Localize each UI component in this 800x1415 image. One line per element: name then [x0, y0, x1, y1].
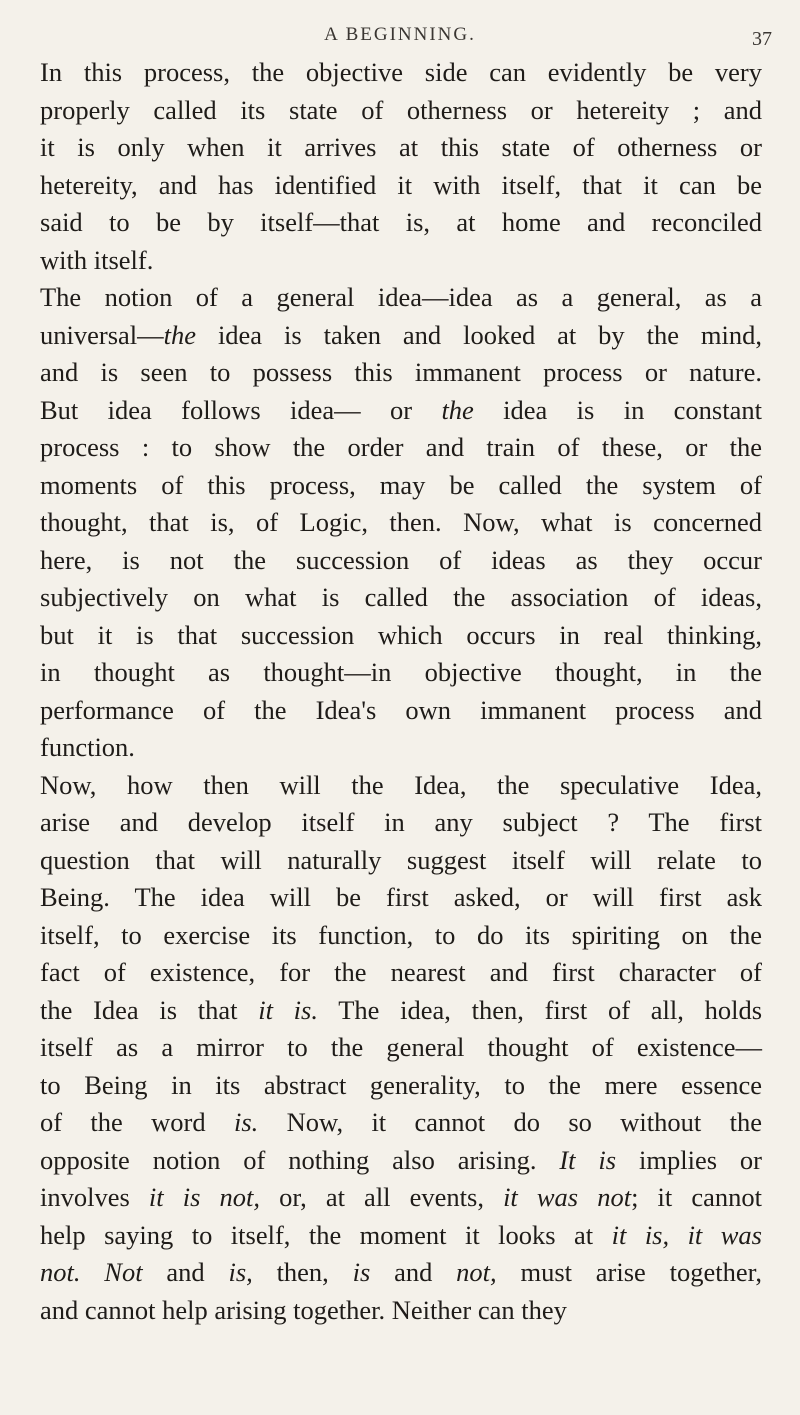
text-line: [40, 167, 762, 205]
text-segment: But idea follows idea— or: [40, 394, 442, 425]
text-segment: itself as a mirror to the general thought of existence—: [40, 1032, 762, 1062]
text-segment: it is only when it arrives at this state of otherness or: [40, 132, 762, 162]
body-text: [40, 54, 762, 1329]
text-line: [40, 242, 762, 280]
text-segment: idea is taken and looked at by the mind,: [196, 319, 762, 350]
text-segment: said to be by itself—that is, at home and reconciled: [40, 207, 762, 237]
text-segment: The idea, then, first of all, holds: [318, 994, 763, 1025]
text-segment: moments of this process, may be called the system of: [40, 469, 762, 500]
text-line: [40, 1292, 762, 1330]
text-segment: implies or: [616, 1144, 763, 1175]
text-segment: but it is that succession which occurs in real thinking,: [40, 619, 762, 650]
text-segment: in thought as thought—in objective thought, in the: [40, 657, 762, 687]
text-segment: performance of the Idea's own immanent process and: [40, 694, 762, 725]
italic-text: it is, it was: [611, 1219, 762, 1250]
text-line: [40, 954, 762, 992]
italic-text: it is.: [258, 994, 318, 1025]
italic-text: not.: [40, 1257, 81, 1287]
italic-text: is.: [233, 1107, 259, 1137]
text-line: [40, 1067, 762, 1105]
text-segment: fact of existence, for the nearest and first character of: [40, 957, 762, 987]
text-segment: The notion of a general idea—idea as a general, as a: [40, 282, 762, 312]
text-line: [40, 879, 762, 917]
text-segment: thought, that is, of Logic, then. Now, what is concerned: [40, 507, 762, 537]
text-line: [40, 54, 762, 92]
italic-text: It is: [559, 1144, 617, 1175]
text-segment: [81, 1257, 105, 1287]
text-segment: properly called its state of otherness or hetereity ; and: [40, 94, 762, 125]
text-segment: idea is in constant: [473, 394, 762, 425]
text-segment: and cannot help arising together. Neither can they: [40, 1294, 567, 1325]
text-segment: Being. The idea will be first asked, or will first ask: [40, 882, 762, 912]
italic-text: it is not,: [148, 1182, 260, 1212]
text-segment: function.: [40, 732, 135, 762]
text-line: [40, 767, 762, 805]
italic-text: is,: [228, 1257, 253, 1287]
text-line: [40, 504, 762, 542]
text-segment: to Being in its abstract generality, to the mere essence: [40, 1069, 762, 1100]
text-segment: Now, how then will the Idea, the speculative Idea,: [40, 769, 762, 800]
italic-text: it was not: [503, 1182, 632, 1212]
running-head-title: A BEGINNING.: [324, 24, 476, 45]
text-line: [40, 92, 762, 130]
text-line: [40, 992, 762, 1030]
page-number: 37: [752, 28, 772, 50]
text-segment: subjectively on what is called the association of ideas,: [40, 582, 762, 612]
text-line: [40, 1142, 762, 1180]
text-segment: here, is not the succession of ideas as they occur: [40, 544, 762, 575]
text-line: [40, 579, 762, 617]
text-segment: In this process, the objective side can evidently be very: [40, 57, 762, 87]
text-segment: hetereity, and has identified it with itself, that it can be: [40, 169, 762, 200]
text-line: [40, 204, 762, 242]
text-line: [40, 1179, 762, 1217]
text-line: [40, 654, 762, 692]
text-segment: or, at all events,: [260, 1182, 504, 1212]
text-line: [40, 692, 762, 730]
text-line: [40, 917, 762, 955]
text-line: [40, 429, 762, 467]
text-segment: with itself.: [40, 244, 154, 275]
text-segment: ; it cannot: [631, 1182, 763, 1212]
text-segment: question that will naturally suggest itself will relate to: [40, 844, 762, 875]
text-line: [40, 729, 762, 767]
text-line: [40, 354, 762, 392]
text-line: [40, 279, 762, 317]
text-segment: and: [142, 1257, 229, 1287]
text-line: [40, 804, 762, 842]
italic-text: Not: [104, 1257, 143, 1287]
text-segment: help saying to itself, the moment it looks at: [40, 1219, 612, 1250]
italic-text: the: [163, 319, 197, 350]
text-segment: Now, it cannot do so without the: [258, 1107, 762, 1137]
text-line: [40, 467, 762, 505]
running-head: [0, 20, 800, 50]
text-segment: itself, to exercise its function, to do its spiriting on the: [40, 919, 762, 950]
text-segment: of the word: [40, 1107, 234, 1137]
italic-text: is: [352, 1257, 371, 1287]
text-segment: and: [370, 1257, 457, 1287]
text-line: [40, 129, 762, 167]
text-segment: the Idea is that: [40, 994, 259, 1025]
text-segment: then,: [252, 1257, 353, 1287]
italic-text: not,: [456, 1257, 497, 1287]
text-segment: process : to show the order and train of these, or the: [40, 432, 762, 462]
text-segment: arise and develop itself in any subject ? The first: [40, 807, 762, 837]
text-line: [40, 842, 762, 880]
text-line: [40, 542, 762, 580]
text-line: [40, 1254, 762, 1292]
text-line: [40, 1217, 762, 1255]
text-line: [40, 1104, 762, 1142]
text-segment: involves: [40, 1182, 149, 1212]
text-segment: must arise together,: [496, 1257, 762, 1287]
text-line: [40, 1029, 762, 1067]
text-segment: and is seen to possess this immanent process or nature.: [40, 357, 762, 387]
text-line: [40, 392, 762, 430]
text-line: [40, 617, 762, 655]
text-line: [40, 317, 762, 355]
text-segment: universal—: [40, 319, 164, 350]
italic-text: the: [441, 394, 474, 425]
text-segment: opposite notion of nothing also arising.: [40, 1144, 560, 1175]
